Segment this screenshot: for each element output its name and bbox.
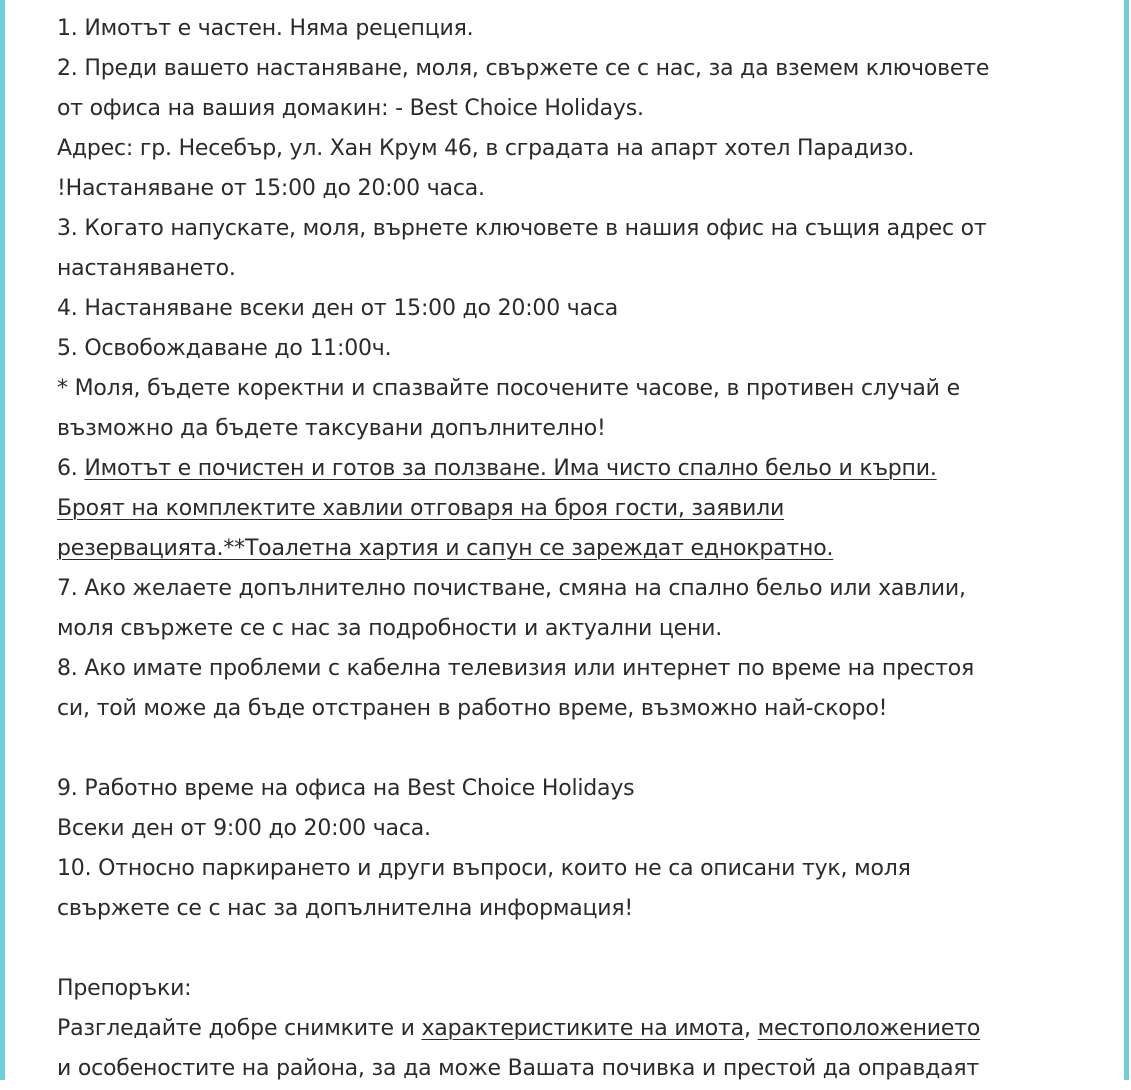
line-rule-2-cont: от офиса на вашия домакин: - Best Choice Holidays.	[57, 96, 644, 121]
line-rule-3: 3. Когато напускате, моля, върнете ключовете в нашия офис на същия адрес от	[57, 216, 987, 241]
line-rule-10: 10. Относно паркирането и други въпроси, които не са описани тук, моля	[57, 856, 911, 881]
line-rule-8: 8. Ако имате проблеми с кабелна телевизия или интернет по време на престоя	[57, 656, 975, 681]
line-rule-7: 7. Ако желаете допълнително почистване, смяна на спално бельо или хавлии,	[57, 576, 966, 601]
line-rule-6-cont	[57, 489, 1097, 529]
line-rule-6-cont2	[57, 529, 1097, 569]
underlined-link-property-features[interactable]: характеристиките на имота	[421, 1016, 744, 1041]
line-checkin-hours: !Настаняване от 15:00 до 20:00 часа.	[57, 176, 485, 201]
blank-line	[57, 929, 1097, 969]
blank-line	[57, 729, 1097, 769]
line-rule-3-cont: настаняването.	[57, 256, 236, 281]
line-rule-9: 9. Работно време на офиса на Best Choice Holidays	[57, 776, 635, 801]
line-rule-5: 5. Освобождаване до 11:00ч.	[57, 336, 392, 361]
document-body	[57, 9, 1097, 1089]
line-rule-1: 1. Имотът е частен. Няма рецепция.	[57, 16, 474, 41]
line-rule-10-cont: свържете се с нас за допълнителна информация!	[57, 896, 634, 921]
underlined-link-location[interactable]: местоположението	[757, 1016, 981, 1041]
line-address: Адрес: гр. Несебър, ул. Хан Крум 46, в сградата на апарт хотел Парадизо.	[57, 136, 915, 161]
underlined-text: резервацията.**Тоалетна хартия и сапун се зареждат еднократно.	[57, 536, 834, 561]
line-rule-7-cont: моля свържете се с нас за подробности и актуални цени.	[57, 616, 723, 641]
underlined-text: Броят на комплектите хавлии отговаря на броя гости, заявили	[57, 496, 785, 521]
right-border	[1124, 0, 1129, 1080]
line-rule-6: 6. Имотът е почистен и готов за ползване. Има чисто спално бельо и кърпи.	[57, 456, 937, 481]
line-rule-9-cont: Всеки ден от 9:00 до 20:00 часа.	[57, 816, 431, 841]
line-recommendation-1-cont: и особеностите на района, за да може Вашата почивка и престой да оправдаят	[57, 1056, 980, 1081]
line-rule-4: 4. Настаняване всеки ден от 15:00 до 20:00 часа	[57, 296, 619, 321]
line-note-cont: възможно да бъдете таксувани допълнително!	[57, 416, 606, 441]
underlined-text: Имотът е почистен и готов за ползване. Има чисто спално бельо и кърпи.	[84, 456, 937, 481]
line-rule-8-cont: си, той може да бъде отстранен в работно време, възможно най-скоро!	[57, 696, 888, 721]
line-rule-2: 2. Преди вашето настаняване, моля, свържете се с нас, за да вземем ключовете	[57, 56, 990, 81]
line-recommendation-1: Разгледайте добре снимките и характеристиките на имота, местоположението	[57, 1016, 981, 1041]
line-note: * Моля, бъдете коректни и спазвайте посочените часове, в противен случай е	[57, 376, 960, 401]
left-border	[0, 0, 5, 1080]
recommendations-heading: Препоръки:	[57, 976, 192, 1001]
